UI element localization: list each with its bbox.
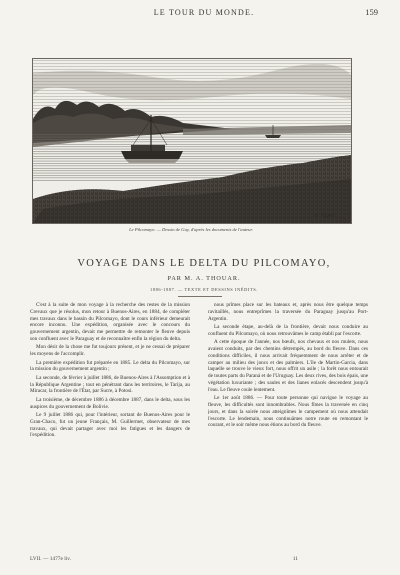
paragraph: A cette époque de l'année, nos bœufs, nos chevaux et nos mulets, nous avaient conduits, par des chemins détrempés, au bord du fleuve. Dans ces conditions difficiles, il nous arrivait fréquemment de nous arrêter et de camper au milieu des joncs et des palmiers. L'île de Martin-Garcia, dans laquelle se trouve le vieux fort, nous offrit un asile ; la forêt nous entourait de toutes parts du Paraná et de l'Uruguay. Les deux rives, des bois épais, une végétation luxuriante ; des saules et des lianes enlacés descendent jusqu'à l'eau. Le fleuve coule lentement. — [208, 339, 368, 393]
page-number: 159 — [365, 7, 378, 17]
illustration-caption: Le Pilcomayo. — Dessin de Guy, d'après les documents de l'auteur. — [129, 227, 253, 232]
river-scene-image — [33, 59, 351, 223]
paragraph: C'est à la suite de mon voyage à la recherche des restes de la mission Crevaux que je résolus, mon retour à Buenos-Aires, en 1884, de compléter mes travaux dans le bassin du Pilcomayo, dont le cours inférieur demeurait encore inconnu. Une expédition, organisée avec le concours du gouvernement argentin, devait me permettre de remonter le fleuve depuis son confluent avec le Paraguay et de reconnaître enfin la région du delta. — [30, 302, 190, 342]
paragraph: La troisième, de décembre 1886 à décembre 1887, dans le delta, sous les auspices du gouvernement de Bolivie. — [30, 396, 190, 410]
article-title: VOYAGE DANS LE DELTA DU PILCOMAYO, — [77, 258, 331, 269]
article-subtitle: 1886-1887. — TEXTE ET DESSINS INÉDITS. — [150, 287, 258, 292]
paragraph: nous prîmes place sur les bateaux et, après nous être quelque temps ravitaillés, nous entreprîmes la traversée du Paraguay jusqu'au Port-Argentin. — [208, 302, 368, 322]
text-column-right — [208, 302, 368, 552]
paragraph: Mon désir de la chose me fut toujours présent, et je ne cessai de préparer les moyens de l'accomplir. — [30, 344, 190, 358]
running-title: LE TOUR DU MONDE. — [153, 8, 255, 17]
paragraph: Le 1er août 1886. — Pour toute personne qui navigue le voyage au fleuve, les difficultés sont innombrables. Nous fîmes la traversée en cinq jours, et dans la soirée nous atteignîmes le campement où nous attendait l'escorte. Le lendemain, nous continuâmes notre route en remontant le courant, et le soir même nous étions au bord du fleuve. — [208, 395, 368, 429]
livraison-signature: LVII. — 1477e liv. — [30, 556, 71, 562]
page-footer — [30, 556, 378, 566]
sheet-number: 11 — [292, 556, 298, 562]
paragraph: La seconde, de février à juillet 1886, de Buenos-Aires à l'Assomption et à la République Argentine ; tout en pénétrant dans les territoires, le Tarija, au Miracar, la frontière de l'État, par Sucre, à Potosi. — [30, 374, 190, 395]
paragraph: Le 9 juillet 1886 qui, pour l'intérieur, sortant de Buenos-Aires pour le Gran-Chaco, fut un jeune Français, M. Guillermet, observateur de mes travaux, qui devait partager avec moi les fatigues et les dangers de l'expédition. — [30, 411, 190, 439]
engraving-illustration — [32, 58, 352, 224]
paragraph: La seconde étape, au-delà de la frontière, devait nous conduire au confluent du Pilcomayo, où nous retrouvâmes le camp établi par l'escorte. — [208, 323, 368, 337]
paragraph: La première expédition fut préparée en 1885. Le delta du Pilcomayo, sur la mission du gouvernement argentin ; — [30, 359, 190, 373]
running-header — [30, 6, 378, 22]
title-divider — [178, 296, 222, 297]
artist-signature: G. Taylor — [314, 214, 335, 219]
text-column-left — [30, 302, 190, 552]
article-author: PAR M. A. THOUAR. — [167, 275, 241, 282]
